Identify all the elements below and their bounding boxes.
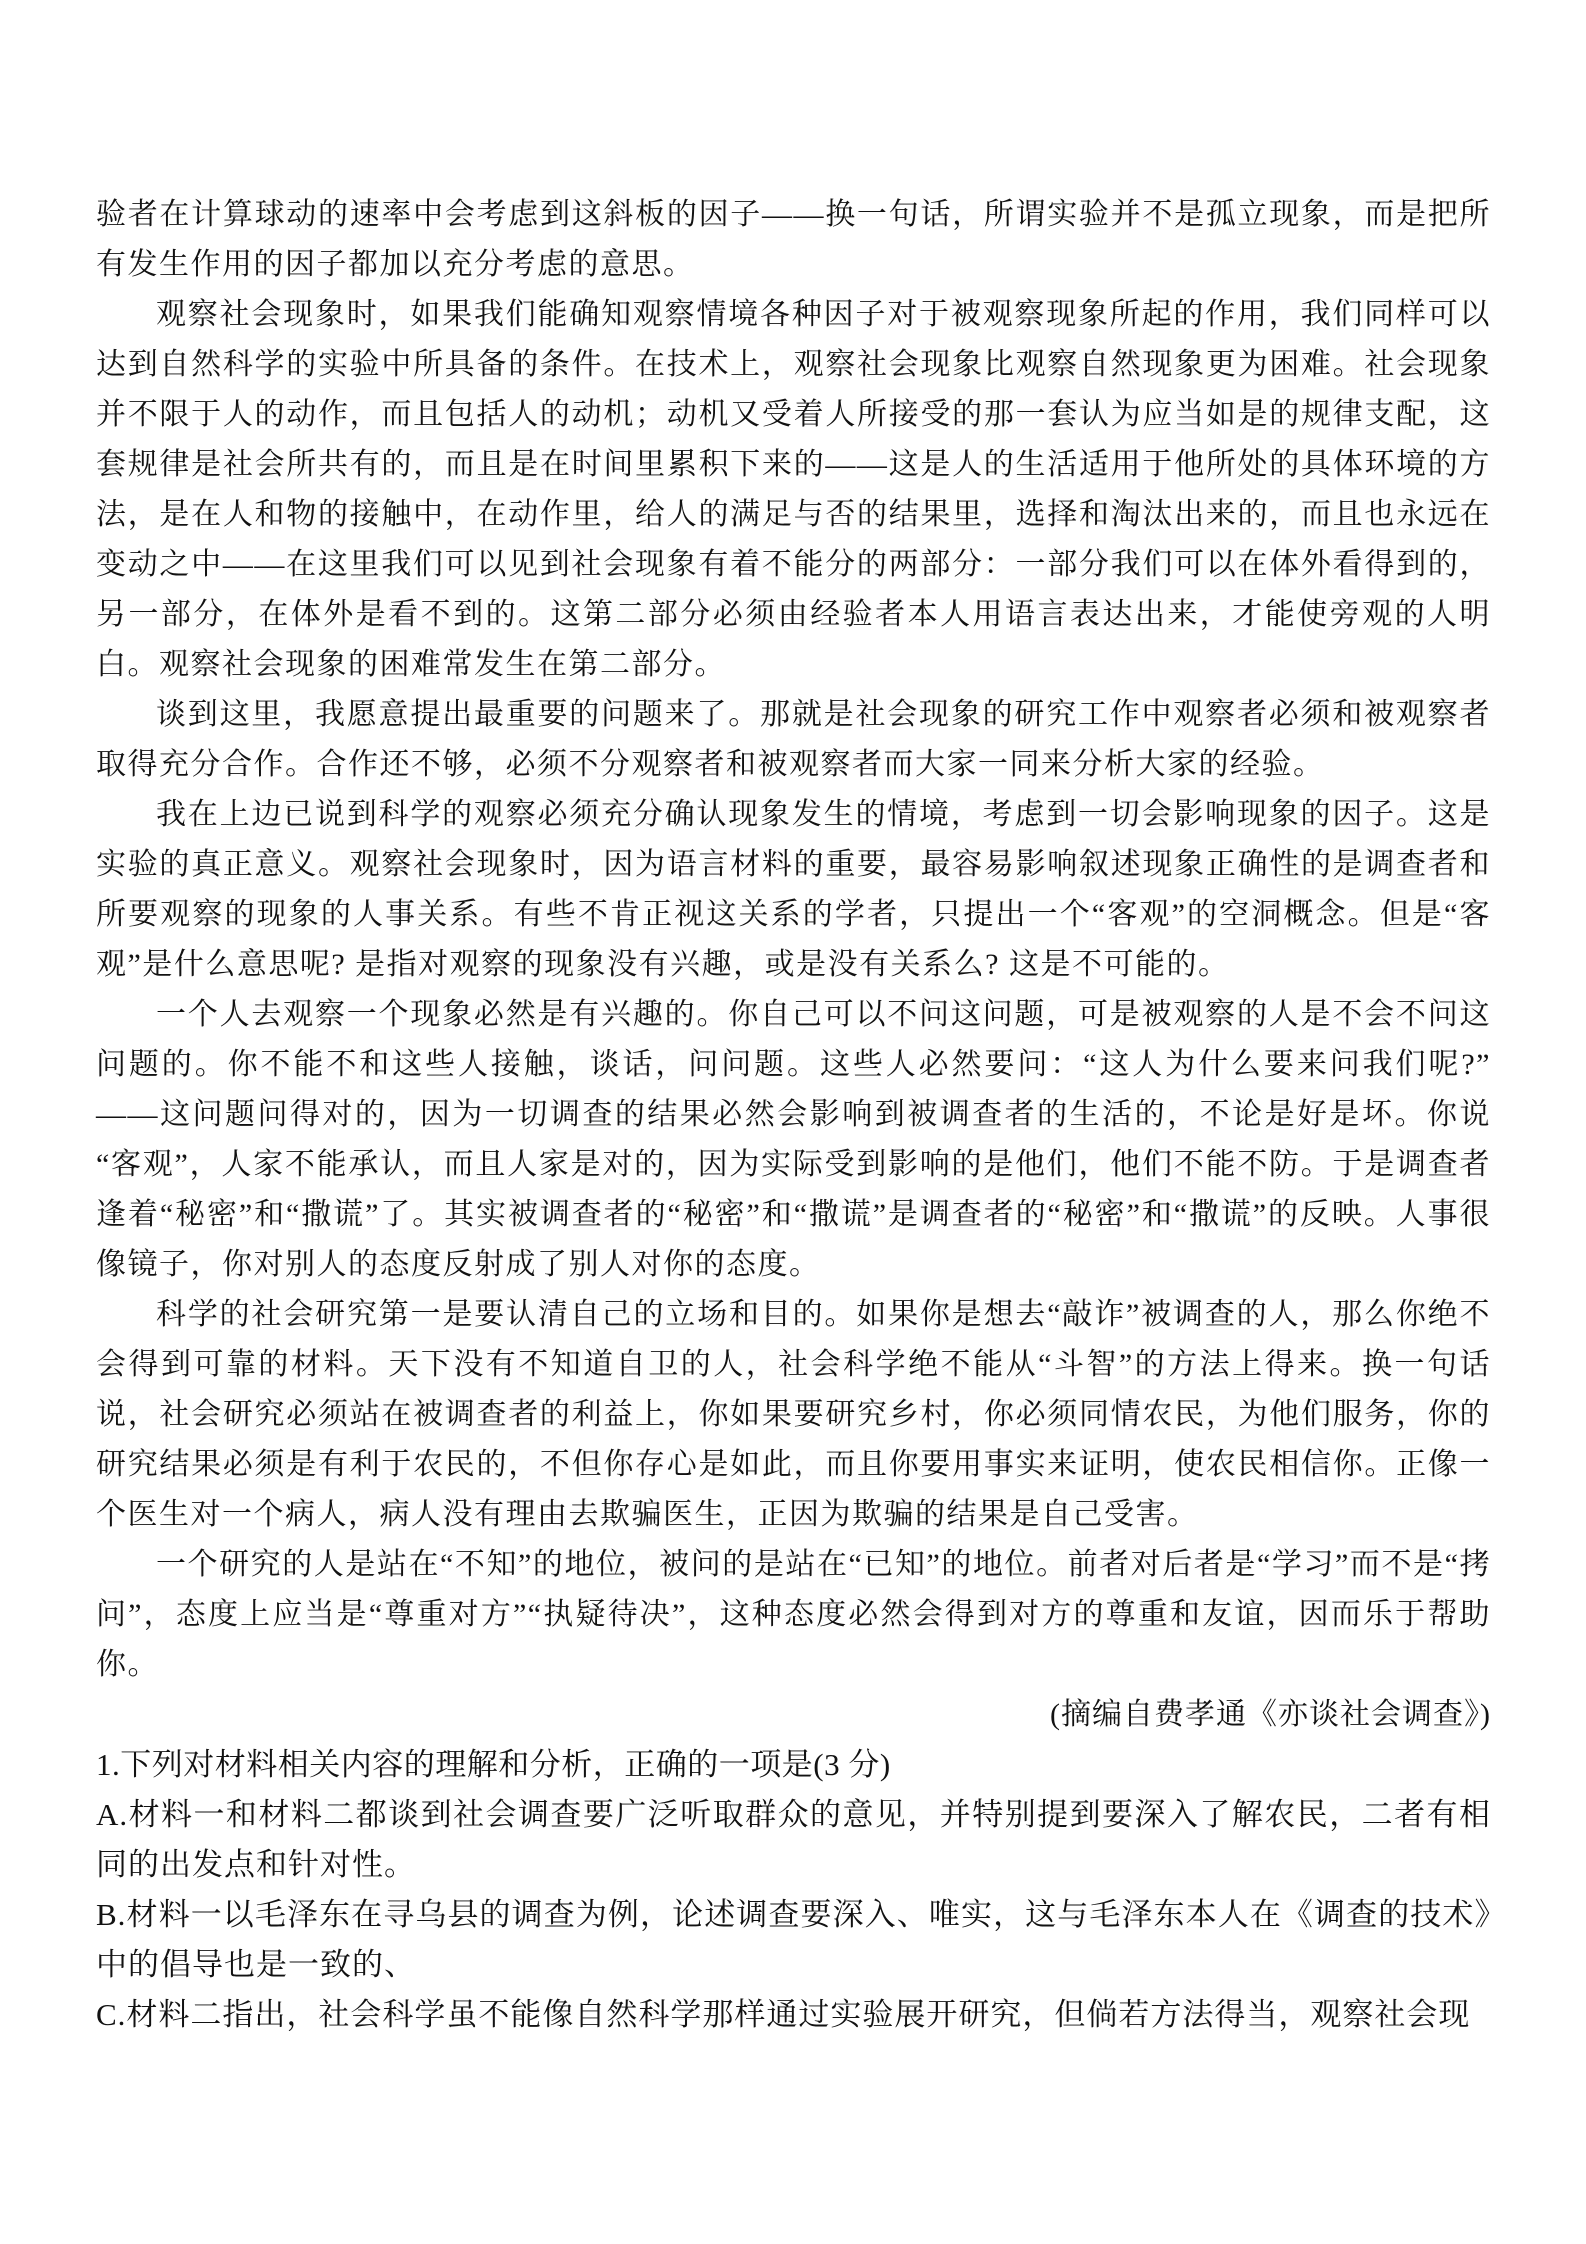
question-option: C.材料二指出，社会科学虽不能像自然科学那样通过实验展开研究，但倘若方法得当，观察社会现 — [96, 1997, 1471, 2032]
passage-paragraph: 一个研究的人是站在“不知”的地位，被问的是站在“已知”的地位。前者对后者是“学习”而不是“拷问”，态度上应当是“尊重对方”“执疑待决”，这种态度必然会得到对方的尊重和友谊，因而乐于帮助你。 — [96, 1548, 1491, 1681]
question-options — [96, 1790, 1491, 2040]
passage-paragraph: 观察社会现象时，如果我们能确知观察情境各种因子对于被观察现象所起的作用，我们同样可以达到自然科学的实验中所具备的条件。在技术上，观察社会现象比观察自然现象更为困难。社会现象并不限于人的动作，而且包括人的动机；动机又受着人所接受的那一套认为应当如是的规律支配，这套规律是社会所共有的，而且是在时间里累积下来的——这是人的生活适用于他所处的具体环境的方法，是在人和物的接触中，在动作里，给人的满足与否的结果里，选择和淘汰出来的，而且也永远在变动之中——在这里我们可以见到社会现象有着不能分的两部分：一部分我们可以在体外看得到的，另一部分，在体外是看不到的。这第二部分必须由经验者本人用语言表达出来，才能使旁观的人明白。观察社会现象的困难常发生在第二部分。 — [96, 298, 1491, 681]
passage-paragraph: 谈到这里，我愿意提出最重要的问题来了。那就是社会现象的研究工作中观察者必须和被观察者取得充分合作。合作还不够，必须不分观察者和被观察者而大家一同来分析大家的经验。 — [96, 698, 1491, 781]
question-block — [96, 1740, 1491, 2040]
passage-paragraph: 我在上边已说到科学的观察必须充分确认现象发生的情境，考虑到一切会影响现象的因子。这是实验的真正意义。观察社会现象时，因为语言材料的重要，最容易影响叙述现象正确性的是调查者和所要观察的现象的人事关系。有些不肯正视这关系的学者，只提出一个“客观”的空洞概念。但是“客观”是什么意思呢? 是指对观察的现象没有兴趣，或是没有关系么? 这是不可能的。 — [96, 798, 1491, 981]
question-stem: 1.下列对材料相关内容的理解和分析，正确的一项是(3 分) — [96, 1747, 891, 1782]
passage-paragraph: 验者在计算球动的速率中会考虑到这斜板的因子——换一句话，所谓实验并不是孤立现象，而是把所有发生作用的因子都加以充分考虑的意思。 — [96, 198, 1491, 281]
reading-passage — [96, 190, 1491, 1690]
question-option: A.材料一和材料二都谈到社会调查要广泛听取群众的意见，并特别提到要深入了解农民，二者有相同的出发点和针对性。 — [96, 1797, 1491, 1882]
source-citation: (摘编自费孝通《亦谈社会调查》) — [1050, 1698, 1491, 1731]
question-option: B.材料一以毛泽东在寻乌县的调查为例，论述调查要深入、唯实，这与毛泽东本人在《调查的技术》中的倡导也是一致的、 — [96, 1897, 1491, 1982]
passage-paragraph: 科学的社会研究第一是要认清自己的立场和目的。如果你是想去“敲诈”被调查的人，那么你绝不会得到可靠的材料。天下没有不知道自卫的人，社会科学绝不能从“斗智”的方法上得来。换一句话说，社会研究必须站在被调查者的利益上，你如果要研究乡村，你必须同情农民，为他们服务，你的研究结果必须是有利于农民的，不但你存心是如此，而且你要用事实来证明，使农民相信你。正像一个医生对一个病人，病人没有理由去欺骗医生，正因为欺骗的结果是自己受害。 — [96, 1298, 1491, 1531]
passage-paragraph: 一个人去观察一个现象必然是有兴趣的。你自己可以不问这问题，可是被观察的人是不会不问这问题的。你不能不和这些人接触，谈话，问问题。这些人必然要问：“这人为什么要来问我们呢?”——这问题问得对的，因为一切调查的结果必然会影响到被调查者的生活的，不论是好是坏。你说“客观”，人家不能承认，而且人家是对的，因为实际受到影响的是他们，他们不能不防。于是调查者逢着“秘密”和“撒谎”了。其实被调查者的“秘密”和“撒谎”是调查者的“秘密”和“撒谎”的反映。人事很像镜子，你对别人的态度反射成了别人对你的态度。 — [96, 998, 1491, 1281]
